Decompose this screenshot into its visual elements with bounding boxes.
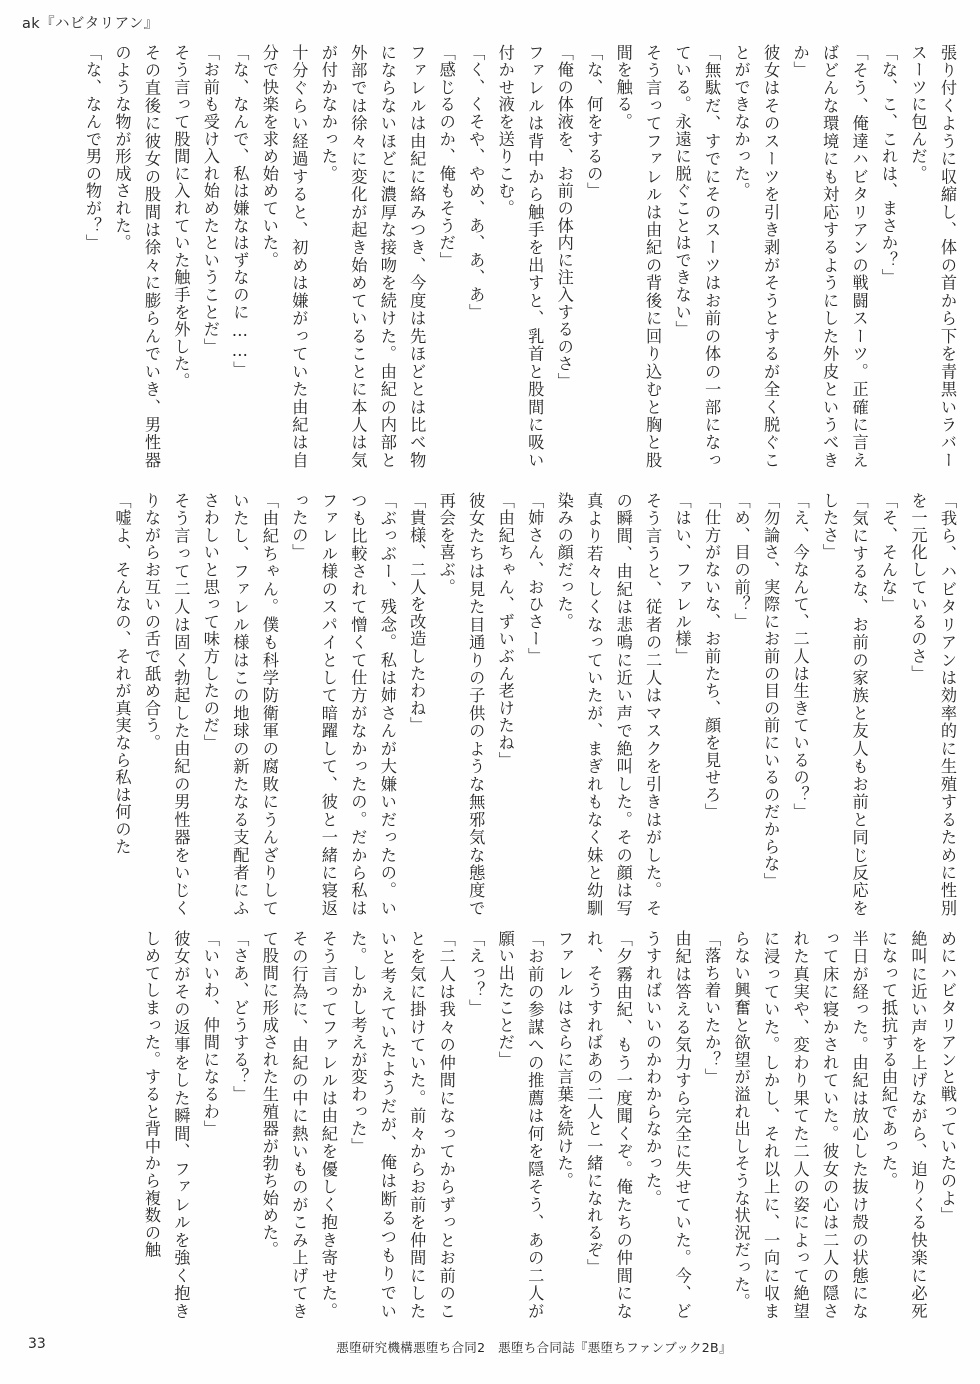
paragraph: 彼女はそのスーツを引き剥がそうとするが全く脱ぐことができなかった。 <box>731 44 781 469</box>
paragraph: 「お前の参謀への推薦は何を隠そう、あの二人が願い出たことだ」 <box>495 930 545 1320</box>
paragraph: ファレルはさらに言葉を続けた。 <box>554 930 574 1190</box>
paragraph: その直後に彼女の股間は徐々に膨らんでいき、男性器のような物が形成された。 <box>112 44 161 469</box>
paragraph: 「我ら、ハビタリアンは効率的に生殖するために性別を一元化しているのさ」 <box>908 492 957 917</box>
paragraph: そう言ってファレルは由紀を優しく抱き寄せた。その行為に、由紀の中に熱いものがこみ上げてきて股間に形成された生殖器が勃ち始めた。 <box>259 930 338 1320</box>
paragraph: そう言うと、従者の二人はマスクを引きはがした。その瞬間、由紀は悲鳴に近い声で絶叫した。その顔は写真より若々しくなっていたが、まぎれもなく妹と幼馴染みの顔だった。 <box>554 492 663 917</box>
paragraph: 由紀は答える気力すら完全に失せていた。今、どうすればいいのかわからなかった。 <box>643 930 692 1320</box>
paragraph: そう言って二人は固く勃起した由紀の男性器をいじくりながらお互いの舌で舐め合う。 <box>141 492 191 917</box>
text-block-middle <box>57 492 962 917</box>
paragraph: 「気にするな、お前の家族と友人もお前と同じ反応をしたさ」 <box>820 492 869 917</box>
paragraph: 絶叫に近い声を上げながら、迫りくる快楽に必死になって抵抗する由紀であった。 <box>879 930 928 1320</box>
paragraph: 半日が経った。由紀は放心した抜け殻の状態になって床に寝かされていた。彼女の心は二人の隠された真実や、変わり果てた二人の姿によって絶望に浸っていた。しかし、それ以上に、一向に収まらない興奮と欲望が溢れ出しそうな状況だった。 <box>731 930 869 1320</box>
paragraph: 彼女たちは見た目通りの子供のような無邪気な態度で再会を喜ぶ。 <box>436 492 486 917</box>
paragraph: 「仕方がないな、お前たち、顔を見せろ」 <box>702 492 722 821</box>
text-block-bottom <box>57 930 962 1320</box>
paragraph: 「二人は我々の仲間になってからずっとお前のことを気に掛けていた。前々からお前を仲間にしたいと考えていたようだが、俺は断るつもりでいた。しかし考えが変わった」 <box>348 930 456 1320</box>
paragraph: 「はい、ファレル様」 <box>672 492 692 665</box>
page-header-title: ak『ハビタリアン』 <box>22 16 159 32</box>
paragraph: 「ぶっぶー、残念。私は姉さんが大嫌いだったの。いつも比較されて憎くて仕方がなかったの。だから私はファレル様のスパイとして暗躍して、彼と一緒に寝返ったの」 <box>289 492 397 917</box>
paragraph: 「いいわ、仲間になるわ」 <box>200 930 220 1138</box>
paragraph: 「貴様、二人を改造したわね」 <box>407 492 427 735</box>
paragraph: 「な、こ、これは、まさか？」 <box>879 44 899 287</box>
paragraph: 張り付くように収縮し、体の首から下を青黒いラバースーツに包んだ。 <box>908 44 957 469</box>
paragraph: 「由紀ちゃん、ずいぶん老けたね」 <box>495 492 515 769</box>
paragraph: 「俺の体液を、お前の体内に注入するのさ」 <box>554 44 574 390</box>
paragraph: 「め、目の前？」 <box>731 492 751 631</box>
paragraph: 「な、なんで男の物が？」 <box>82 44 102 252</box>
paragraph: 「く、くそや、やめ、あ、あ、あ」 <box>466 44 486 321</box>
paragraph: 「由紀ちゃん。僕も科学防衛軍の腐敗にうんざりしていたし、ファレル様はこの地球の新たなる支配者にふさわしいと思って味方したのだ」 <box>200 492 279 917</box>
paragraph: 「お前も受け入れ始めたということだ」 <box>200 44 220 356</box>
paragraph: 「えっ？」 <box>466 930 486 1017</box>
paragraph: ファレルは背中から触手を出すと、乳首と股間に吸い付かせ液を送りこむ。 <box>495 44 545 469</box>
paragraph: 「そ、そんな」 <box>879 492 899 614</box>
text-block-top <box>57 44 962 469</box>
paragraph: 十分ぐらい経過すると、初めは嫌がっていた由紀は自分で快楽を求め始めていた。 <box>259 44 309 469</box>
paragraph: 「勿論さ、実際にお前の目の前にいるのだからな」 <box>761 492 781 890</box>
paragraph: 「感じるのか、俺もそうだ」 <box>436 44 456 269</box>
paragraph: ファレルは由紀に絡みつき、今度は先ほどとは比べ物にならないほどに濃厚な接吻を続けた。由紀の内部と外部では徐々に変化が起き始めていることに本人は気が付かなかった。 <box>318 44 427 469</box>
paragraph: 「嘘よ、そんなの、それが真実なら私は何のた <box>112 492 132 856</box>
paragraph: 「な、なんで、私は嫌なはずなのに……」 <box>230 44 250 379</box>
paragraph: めにハビタリアンと戦っていたのよ」 <box>938 930 957 1225</box>
page-number: 33 <box>28 1336 46 1352</box>
paragraph: そう言ってファレルは由紀の背後に回り込むと胸と股間を触る。 <box>613 44 663 469</box>
paragraph: 彼女がその返事をした瞬間、ファレルを強く抱きしめてしまった。すると背中から複数の触 <box>141 930 191 1320</box>
page-footer <box>0 1336 980 1358</box>
paragraph: そう言って股間に入れていた触手を外した。 <box>171 44 191 390</box>
paragraph: 「え、今なんて、二人は生きているの？」 <box>790 492 810 821</box>
paragraph: 「な、何をするの」 <box>584 44 604 200</box>
paragraph: 「夕霧由紀、もう一度聞くぞ。俺たちの仲間になれ、そうすればあの二人と一緒になれるぞ」 <box>584 930 633 1320</box>
paragraph: 「姉さん、おひさー」 <box>525 492 545 665</box>
paragraph: 「そう、俺達ハビタリアンの戦闘スーツ。正確に言えばどんな環境にも対応するようにした外皮というべきか」 <box>790 44 869 469</box>
paragraph: 「さあ、どうする？」 <box>230 930 250 1103</box>
footer-caption: 悪堕研究機構悪堕ち合同2 悪堕ち合同誌『悪堕ちファンブック2B』 <box>336 1340 732 1355</box>
paragraph: 「落ち着いたか？」 <box>702 930 722 1086</box>
paragraph: 「無駄だ、すでにそのスーツはお前の体の一部になっている。永遠に脱ぐことはできない」 <box>672 44 722 469</box>
